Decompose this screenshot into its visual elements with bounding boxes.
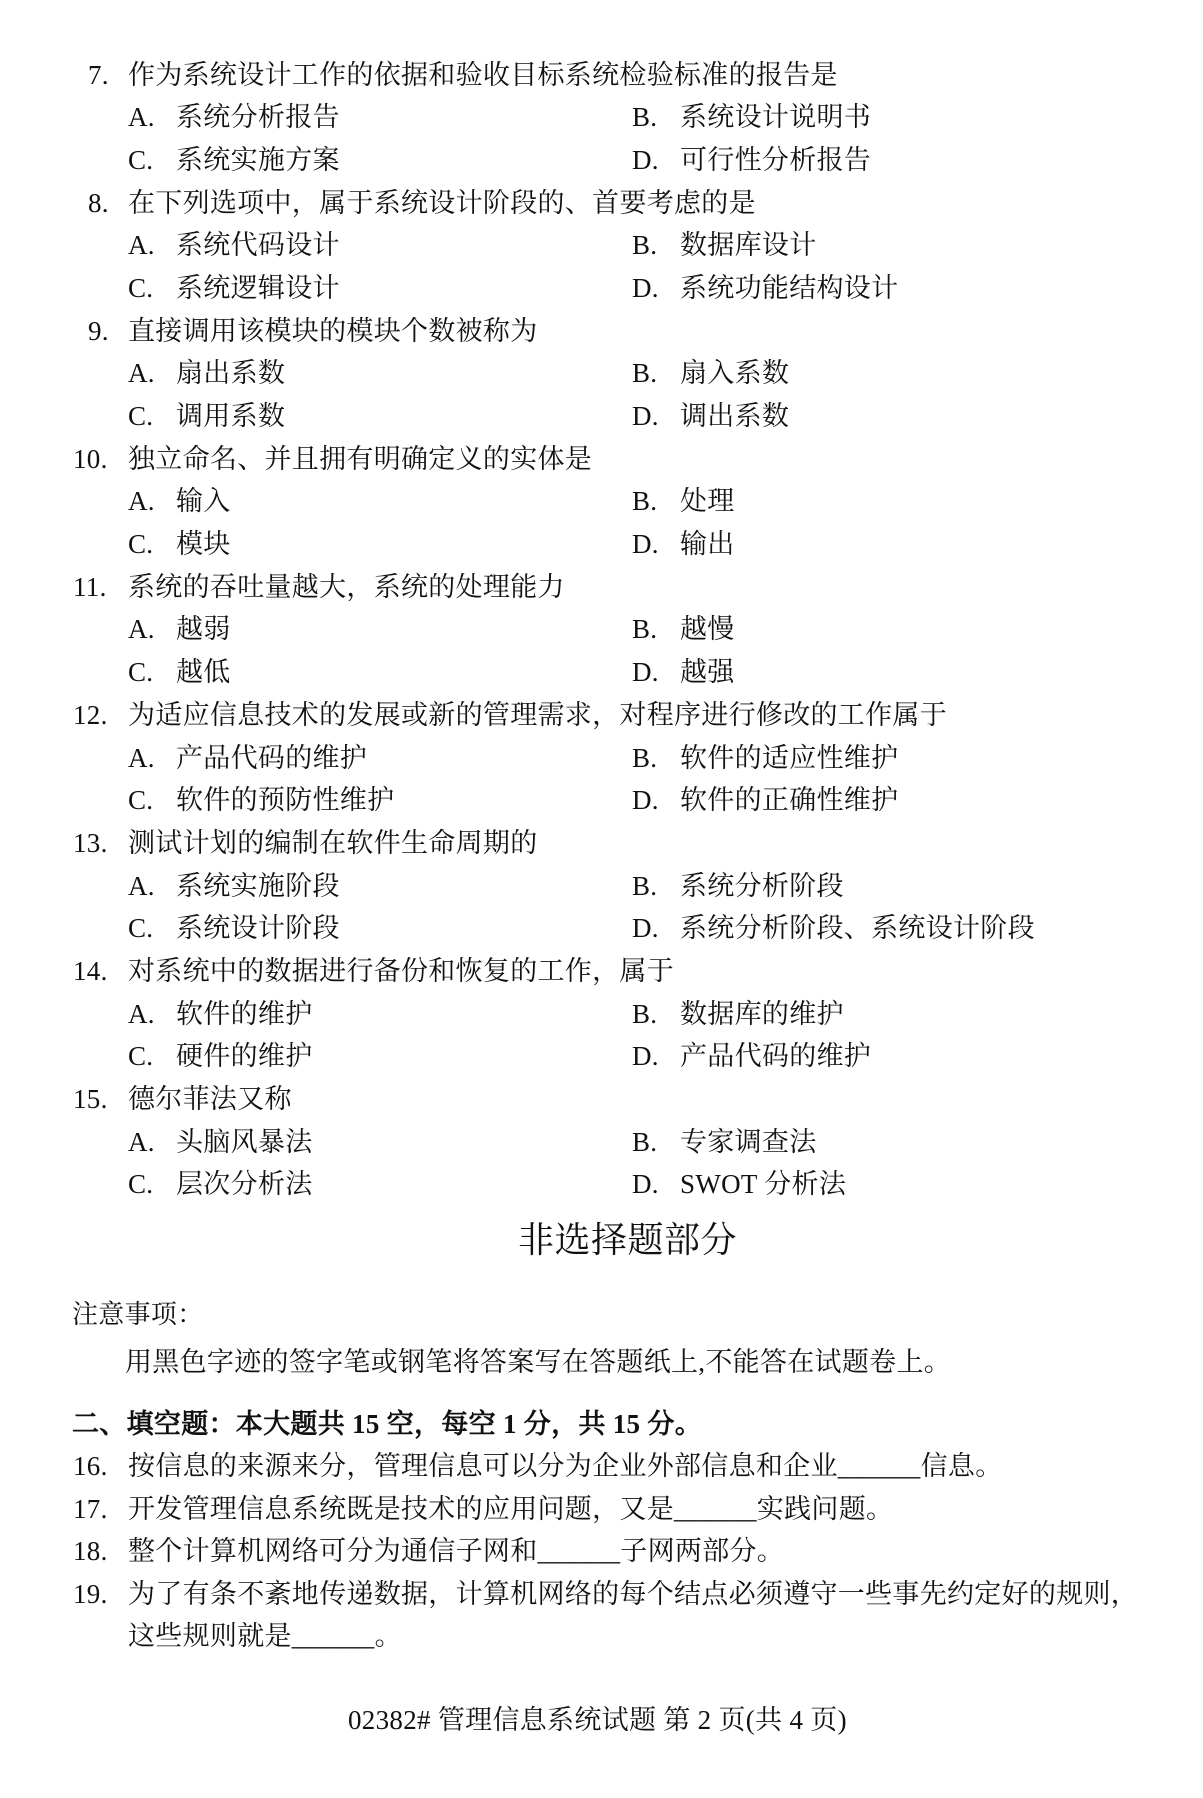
options-row-ab <box>0 224 1203 267</box>
multiple-choice-section <box>0 54 1203 1207</box>
options-row-ab <box>0 352 1203 395</box>
option-d-label: D. <box>632 144 659 175</box>
question-number: 16. <box>73 1451 108 1482</box>
notice-body: 用黑色字迹的签字笔或钢笔将答案写在答题纸上,不能答在试题卷上。 <box>125 1346 952 1377</box>
option-b-label: B. <box>632 614 658 645</box>
question-number: 8. <box>88 187 109 218</box>
options-row-cd <box>0 139 1203 182</box>
option-b-text: 越慢 <box>680 614 735 645</box>
option-a-label: A. <box>128 870 155 901</box>
option-b-text: 软件的适应性维护 <box>680 742 899 773</box>
section-heading: 非选择题部分 <box>518 1219 738 1260</box>
choice-question-15 <box>0 1078 1203 1206</box>
option-a-label: A. <box>128 742 155 773</box>
options-row-cd <box>0 779 1203 822</box>
question-stem-row <box>0 694 1203 737</box>
options-row-cd <box>0 395 1203 438</box>
choice-question-11 <box>0 566 1203 694</box>
option-a-label: A. <box>128 230 155 261</box>
choice-question-10 <box>0 438 1203 566</box>
option-c-label: C. <box>128 785 154 816</box>
question-stem-row <box>0 1078 1203 1121</box>
options-row-cd <box>0 1163 1203 1206</box>
fill-in-question-18 <box>0 1530 1203 1573</box>
option-d-text: 软件的正确性维护 <box>680 785 899 816</box>
question-number: 10. <box>73 443 108 474</box>
question-number: 11. <box>73 571 107 602</box>
option-b-label: B. <box>632 870 658 901</box>
option-c-label: C. <box>128 913 154 944</box>
question-number: 14. <box>73 955 108 986</box>
options-row-cd <box>0 907 1203 950</box>
question-stem-row <box>0 182 1203 225</box>
option-a-label: A. <box>128 614 155 645</box>
option-d-label: D. <box>632 401 659 431</box>
question-text: 为适应信息技术的发展或新的管理需求，对程序进行修改的工作属于 <box>128 699 947 730</box>
option-c-label: C. <box>128 657 154 688</box>
question-text: 在下列选项中，属于系统设计阶段的、首要考虑的是 <box>128 187 756 218</box>
option-a-text: 系统分析报告 <box>176 102 340 133</box>
option-c-text: 系统逻辑设计 <box>176 272 340 303</box>
options-row-ab <box>0 608 1203 651</box>
question-text: 测试计划的编制在软件生命周期的 <box>128 827 538 858</box>
option-b-text: 系统设计说明书 <box>680 102 872 133</box>
question-text: 直接调用该模块的模块个数被称为 <box>128 315 538 346</box>
question-text: 德尔菲法又称 <box>128 1084 292 1114</box>
option-d-label: D. <box>632 272 659 303</box>
question-text-continued: 这些规则就是______。 <box>128 1621 402 1652</box>
option-d-text: 越强 <box>680 657 735 688</box>
option-d-label: D. <box>632 1041 659 1072</box>
question-number: 13. <box>73 827 108 858</box>
option-b-label: B. <box>632 102 658 133</box>
question-text: 作为系统设计工作的依据和验收目标系统检验标准的报告是 <box>128 59 838 90</box>
options-row-cd <box>0 523 1203 566</box>
option-d-label: D. <box>632 529 659 560</box>
option-d-label: D. <box>632 657 659 688</box>
options-row-cd <box>0 651 1203 694</box>
option-a-text: 系统实施阶段 <box>176 870 340 901</box>
notice-title: 注意事项： <box>72 1298 204 1329</box>
option-c-label: C. <box>128 1041 154 1072</box>
option-b-label: B. <box>632 1126 658 1157</box>
option-b-text: 数据库设计 <box>680 230 817 261</box>
options-row-ab <box>0 865 1203 908</box>
page-footer: 02382# 管理信息系统试题 第 2 页(共 4 页) <box>348 1704 847 1735</box>
option-d-label: D. <box>632 913 659 944</box>
option-b-text: 系统分析阶段 <box>680 870 844 901</box>
question-stem-row <box>0 950 1203 993</box>
option-b-text: 处理 <box>680 486 735 517</box>
option-c-text: 调用系数 <box>176 401 286 431</box>
options-row-ab <box>0 737 1203 780</box>
option-d-label: D. <box>632 1169 659 1200</box>
option-c-text: 系统设计阶段 <box>176 913 340 944</box>
question-text: 整个计算机网络可分为通信子网和______子网两部分。 <box>128 1536 785 1567</box>
fill-in-header: 二、填空题：本大题共 15 空，每空 1 分，共 15 分。 <box>72 1408 702 1439</box>
choice-question-14 <box>0 950 1203 1078</box>
question-number: 18. <box>73 1536 108 1567</box>
option-a-text: 软件的维护 <box>176 998 313 1029</box>
option-c-text: 硬件的维护 <box>176 1041 313 1072</box>
question-number: 15. <box>73 1084 108 1114</box>
question-number: 19. <box>73 1578 108 1609</box>
choice-question-8 <box>0 182 1203 310</box>
question-stem-row <box>0 822 1203 865</box>
options-row-ab <box>0 96 1203 139</box>
options-row-ab <box>0 480 1203 523</box>
option-c-label: C. <box>128 401 154 431</box>
option-b-label: B. <box>632 998 658 1029</box>
option-a-label: A. <box>128 1126 155 1157</box>
fill-in-section <box>0 1403 1203 1658</box>
fill-in-header-row <box>0 1403 1203 1446</box>
option-c-text: 软件的预防性维护 <box>176 785 395 816</box>
option-a-text: 输入 <box>176 486 231 517</box>
option-b-text: 数据库的维护 <box>680 998 844 1029</box>
options-row-ab <box>0 1121 1203 1164</box>
question-number: 12. <box>73 699 108 730</box>
option-c-text: 系统实施方案 <box>176 144 340 175</box>
option-a-label: A. <box>128 486 155 517</box>
option-a-text: 扇出系数 <box>176 358 286 389</box>
option-a-text: 头脑风暴法 <box>176 1126 313 1157</box>
options-row-ab <box>0 993 1203 1036</box>
option-d-text: 系统功能结构设计 <box>680 272 899 303</box>
option-c-label: C. <box>128 529 154 560</box>
option-c-label: C. <box>128 1169 154 1200</box>
option-a-text: 系统代码设计 <box>176 230 340 261</box>
fill-in-question-19 <box>0 1573 1203 1616</box>
option-d-text: 可行性分析报告 <box>680 144 872 175</box>
option-d-text: 调出系数 <box>680 401 790 431</box>
question-text: 独立命名、并且拥有明确定义的实体是 <box>128 443 593 474</box>
question-stem-row <box>0 310 1203 353</box>
option-c-text: 层次分析法 <box>176 1169 313 1200</box>
option-b-text: 扇入系数 <box>680 358 790 389</box>
question-stem-row <box>0 54 1203 97</box>
option-b-label: B. <box>632 486 658 517</box>
choice-question-12 <box>0 694 1203 822</box>
choice-question-7 <box>0 54 1203 182</box>
option-c-label: C. <box>128 272 154 303</box>
option-b-text: 专家调查法 <box>680 1126 817 1157</box>
question-stem-row <box>0 438 1203 481</box>
fill-in-question-17 <box>0 1488 1203 1531</box>
question-text: 对系统中的数据进行备份和恢复的工作，属于 <box>128 955 674 986</box>
question-text: 系统的吞吐量越大，系统的处理能力 <box>128 571 565 602</box>
question-number: 9. <box>88 315 109 346</box>
option-d-text: SWOT 分析法 <box>680 1169 847 1200</box>
choice-question-13 <box>0 822 1203 950</box>
question-number: 17. <box>73 1493 108 1524</box>
option-c-label: C. <box>128 144 154 175</box>
question-number: 7. <box>88 59 109 90</box>
option-a-label: A. <box>128 998 155 1029</box>
question-text: 开发管理信息系统既是技术的应用问题，又是______实践问题。 <box>128 1493 894 1524</box>
option-d-text: 系统分析阶段、系统设计阶段 <box>680 913 1035 944</box>
question-text: 为了有条不紊地传递数据，计算机网络的每个结点必须遵守一些事先约定好的规则， <box>128 1578 1139 1609</box>
option-b-label: B. <box>632 230 658 261</box>
question-text: 按信息的来源来分，管理信息可以分为企业外部信息和企业______信息。 <box>128 1451 1003 1482</box>
option-a-text: 产品代码的维护 <box>176 742 368 773</box>
options-row-cd <box>0 267 1203 310</box>
option-c-text: 模块 <box>176 529 231 560</box>
option-b-label: B. <box>632 358 658 389</box>
option-a-text: 越弱 <box>176 614 231 645</box>
option-d-text: 产品代码的维护 <box>680 1041 872 1072</box>
option-a-label: A. <box>128 102 155 133</box>
option-c-text: 越低 <box>176 657 231 688</box>
option-a-label: A. <box>128 358 155 389</box>
option-b-label: B. <box>632 742 658 773</box>
option-d-text: 输出 <box>680 529 735 560</box>
question-stem-row <box>0 566 1203 609</box>
fill-in-question-16 <box>0 1445 1203 1488</box>
fill-in-question-19-continuation <box>0 1615 1203 1658</box>
choice-question-9 <box>0 310 1203 438</box>
options-row-cd <box>0 1035 1203 1078</box>
option-d-label: D. <box>632 785 659 816</box>
